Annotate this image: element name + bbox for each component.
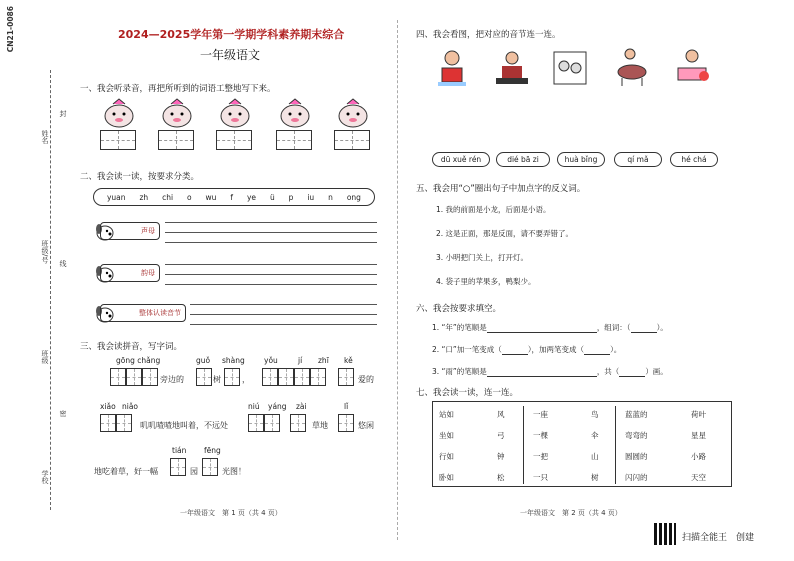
write-cell[interactable]: [116, 414, 132, 432]
exam-title: 2024—2025学年第一学期学科素养期末综合: [118, 28, 345, 41]
pinyin-label: niú: [248, 402, 260, 411]
match-term: 一棵: [533, 431, 548, 440]
match-term: 荷叶: [691, 410, 706, 419]
fill-text: ），加两笔变成（: [527, 345, 585, 354]
fill-text: ，共（: [596, 367, 620, 376]
sentence-text: ，: [242, 375, 250, 384]
match-term: 站如: [439, 410, 454, 419]
match-term: 风: [497, 410, 505, 419]
syllable-pill[interactable]: huà bǐng: [557, 152, 605, 167]
pinyin-label: lǐ: [344, 402, 349, 411]
fill-text: 2. “口”加一笔变成（: [432, 345, 502, 354]
fill-text: ）。: [656, 323, 668, 332]
write-cell[interactable]: [248, 414, 264, 432]
pinyin-label: jí: [298, 356, 303, 365]
sentence-text: 爱的: [358, 375, 374, 384]
pinyin-item: o: [187, 192, 192, 202]
pinyin-label: zài: [296, 402, 307, 411]
fill-blank[interactable]: [487, 376, 597, 377]
write-box[interactable]: [216, 130, 252, 150]
write-cell[interactable]: [264, 414, 280, 432]
class-seat-label: 班级/号: [41, 240, 49, 264]
table-row: [433, 425, 731, 446]
write-box[interactable]: [276, 130, 312, 150]
answer-line[interactable]: [190, 314, 377, 315]
paper-code: CN21-0086: [6, 6, 15, 53]
fill-item: [432, 344, 621, 355]
category-whole-syllables: 整体认读音节: [100, 304, 186, 322]
tea-picture: [550, 46, 590, 88]
sentence-text: 光图！: [222, 467, 246, 476]
sentence-text: 树: [213, 375, 221, 384]
fill-item: [432, 366, 668, 377]
pinyin-item: yuan: [106, 192, 126, 202]
sentence-item: 4. 袋子里的苹果多，鸭梨少。: [436, 277, 536, 286]
sentence-text: 悠闲: [358, 421, 374, 430]
write-cell[interactable]: [290, 414, 306, 432]
fill-text: 1. “年”的笔顺是: [432, 323, 487, 332]
fill-item: [432, 322, 668, 333]
pinyin-item: ong: [346, 192, 361, 202]
sentence-item: 2. 这是正面，那是反面，请不要弄错了。: [436, 229, 574, 238]
page-divider: [397, 20, 398, 540]
pinyin-item: ü: [269, 192, 275, 202]
table-separator: [523, 406, 524, 484]
table-row: [433, 446, 731, 467]
page-2-footer: 一年级语文 第 2 页（共 4 页）: [520, 509, 622, 517]
write-cell[interactable]: [294, 368, 310, 386]
fill-blank[interactable]: [584, 354, 610, 355]
write-box[interactable]: [158, 130, 194, 150]
seal-char: 封: [59, 110, 67, 117]
fill-blank[interactable]: [619, 376, 645, 377]
fill-text: 3. “雨”的笔顺是: [432, 367, 487, 376]
exam-subtitle: 一年级语文: [200, 48, 261, 62]
sentence-text: 旁边的: [160, 375, 184, 384]
pinyin-label: shàng: [222, 356, 245, 365]
syllable-pill[interactable]: qí mǎ: [614, 152, 662, 167]
match-term: 鸟: [591, 410, 599, 419]
answer-line[interactable]: [165, 284, 377, 285]
write-cell[interactable]: [196, 368, 212, 386]
answer-line[interactable]: [190, 324, 377, 325]
match-term: 闪闪的: [625, 473, 648, 482]
bear-icon: [158, 98, 196, 128]
bear-icon: [334, 98, 372, 128]
match-term: 一只: [533, 473, 548, 482]
match-term: 树: [591, 473, 599, 482]
matching-table: [432, 401, 732, 487]
pinyin-label: fēng: [204, 446, 221, 455]
sentence-text: 叽叽喳喳地叫着，不远处: [140, 421, 228, 430]
fill-blank[interactable]: [502, 354, 528, 355]
write-cell[interactable]: [338, 414, 354, 432]
syllable-pill[interactable]: dié bā zi: [496, 152, 550, 167]
match-term: 卧如: [439, 473, 454, 482]
write-cell[interactable]: [278, 368, 294, 386]
pinyin-label: kě: [344, 356, 353, 365]
table-separator: [615, 406, 616, 484]
match-term: 星星: [691, 431, 706, 440]
sentence-text: 草地: [312, 421, 328, 430]
pancake-picture: [492, 46, 532, 88]
sentence-item: 3. 小明把门关上，打开灯。: [436, 253, 529, 262]
pinyin-label: yáng: [268, 402, 287, 411]
match-term: 伞: [591, 431, 599, 440]
write-box[interactable]: [100, 130, 136, 150]
scanner-watermark: 扫描全能王 创建: [682, 533, 755, 543]
pinyin-item: iu: [307, 192, 315, 202]
write-cell[interactable]: [310, 368, 326, 386]
pinyin-item: p: [288, 192, 294, 202]
section-6-heading: 六、我会按要求填空。: [416, 304, 502, 314]
pinyin-item: chi: [162, 192, 174, 202]
write-cell[interactable]: [202, 458, 218, 476]
pinyin-item: n: [328, 192, 333, 202]
table-row: [433, 467, 731, 488]
category-initials: 声母: [100, 222, 160, 240]
pinyin-item: wu: [205, 192, 217, 202]
match-term: 一座: [533, 410, 548, 419]
write-cell[interactable]: [110, 368, 126, 386]
pinyin-label: yǒu: [264, 356, 278, 365]
pinyin-label: zhī: [318, 356, 329, 365]
table-row: [433, 404, 731, 425]
fill-blank[interactable]: [487, 332, 597, 333]
pinyin-item: f: [230, 192, 233, 202]
match-term: 山: [591, 452, 599, 461]
write-cell[interactable]: [224, 368, 240, 386]
seal-char: 密: [59, 410, 67, 417]
match-term: 圆圆的: [625, 452, 648, 461]
sentence-text: 园: [190, 467, 198, 476]
answer-line[interactable]: [165, 274, 377, 275]
match-term: 行如: [439, 452, 454, 461]
pinyin-label: xiǎo: [100, 402, 116, 411]
answer-line[interactable]: [165, 242, 377, 243]
write-cell[interactable]: [126, 368, 142, 386]
listening-boxes: [96, 98, 386, 158]
syllable-pill[interactable]: dū xuě rén: [432, 152, 490, 167]
horse-riding-picture: [612, 46, 652, 88]
pinyin-list: [93, 188, 375, 206]
pinyin-label: tián: [172, 446, 187, 455]
fill-text: ）。: [610, 345, 622, 354]
write-box[interactable]: [334, 130, 370, 150]
fill-blank[interactable]: [631, 332, 657, 333]
section-3-heading: 三、我会读拼音，写字词。: [80, 342, 183, 352]
section-7-heading: 七、我会读一读，连一连。: [416, 388, 519, 398]
match-term: 松: [497, 473, 505, 482]
qr-code-icon: [654, 523, 676, 545]
school-label: 学校: [41, 470, 49, 484]
match-term: 天空: [691, 473, 706, 482]
pinyin-item: zh: [139, 192, 149, 202]
snowman-picture: [432, 46, 472, 88]
match-term: 小路: [691, 452, 706, 461]
pinyin-label: guǒ: [196, 356, 211, 365]
class-label: 班级: [41, 350, 49, 364]
match-term: 蓝蓝的: [625, 410, 648, 419]
match-term: 一把: [533, 452, 548, 461]
answer-line[interactable]: [190, 304, 377, 305]
match-term: 弓: [497, 431, 505, 440]
sentence-text: 地吃着草，好一幅: [94, 467, 158, 476]
section-5-heading: 五、我会用“○”圈出句子中加点字的反义词。: [416, 184, 586, 194]
syllable-pill[interactable]: hé chá: [670, 152, 718, 167]
pinyin-item: ye: [246, 192, 256, 202]
match-term: 弯弯的: [625, 431, 648, 440]
answer-line[interactable]: [165, 222, 377, 223]
section-2-heading: 二、我会读一读，按要求分类。: [80, 172, 200, 182]
seal-char: 线: [59, 260, 67, 267]
write-cell[interactable]: [170, 458, 186, 476]
write-cell[interactable]: [142, 368, 158, 386]
page-1-footer: 一年级语文 第 1 页（共 4 页）: [180, 509, 282, 517]
answer-line[interactable]: [165, 232, 377, 233]
name-label: 姓名: [41, 130, 49, 144]
write-cell[interactable]: [338, 368, 354, 386]
match-term: 坐如: [439, 431, 454, 440]
binding-line: [50, 70, 51, 510]
section-1-heading: 一、我会听录音，再把所听到的词语工整地写下来。: [80, 84, 276, 94]
pinyin-label: gōng chǎng: [116, 356, 161, 365]
fill-text: ，组词：（: [596, 323, 631, 332]
category-finals: 韵母: [100, 264, 160, 282]
pinyin-label: niǎo: [122, 402, 139, 411]
match-term: 钟: [497, 452, 505, 461]
bear-icon: [276, 98, 314, 128]
write-cell[interactable]: [262, 368, 278, 386]
write-cell[interactable]: [100, 414, 116, 432]
binding-margin: [0, 0, 67, 561]
fill-text: ）画。: [645, 367, 668, 376]
sentence-item: 1. 我的前面是小龙，后面是小语。: [436, 205, 551, 214]
bear-icon: [216, 98, 254, 128]
section-4-heading: 四、我会看图，把对应的音节连一连。: [416, 30, 561, 40]
cake-picture: [672, 46, 712, 88]
bear-icon: [100, 98, 138, 128]
answer-line[interactable]: [165, 264, 377, 265]
